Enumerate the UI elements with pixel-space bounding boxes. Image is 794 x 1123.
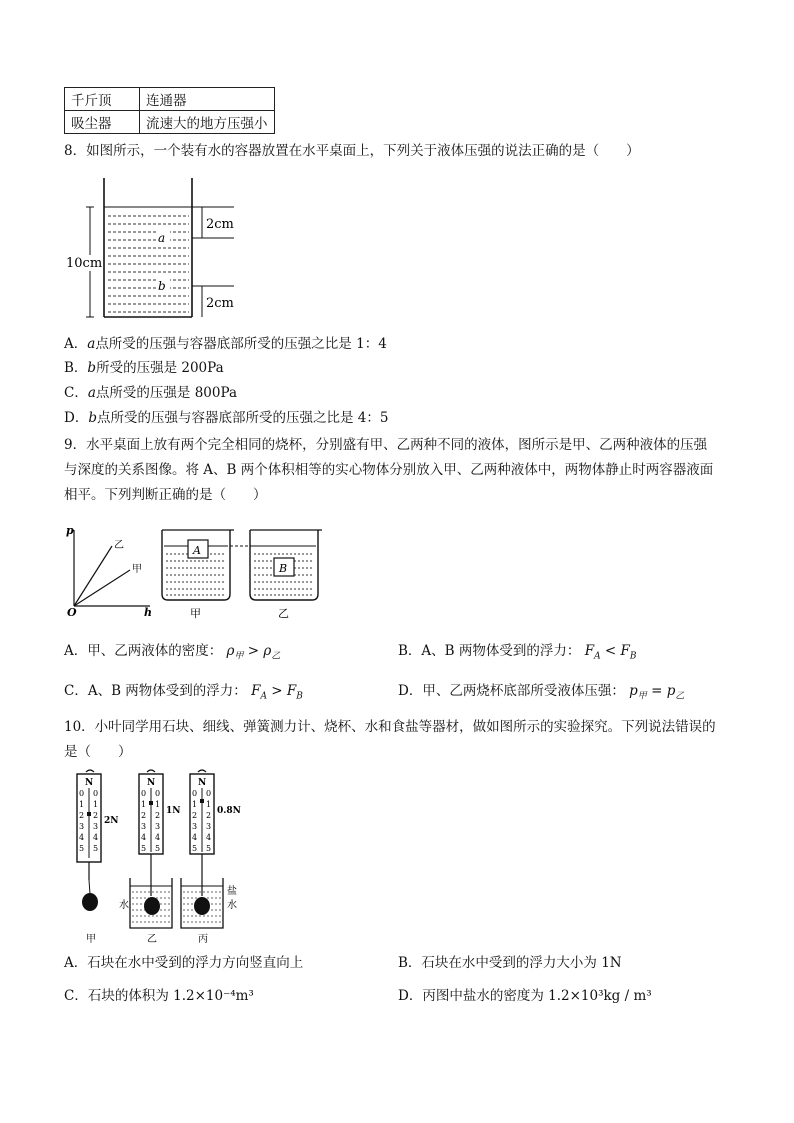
cup-jia-label: 甲 — [190, 607, 201, 620]
depth-label: 10cm — [66, 256, 103, 271]
q9-stem-line3: 相平。下列判断正确的是（ ） — [64, 487, 267, 503]
label-jia: 甲 — [86, 934, 96, 945]
svg-text:3: 3 — [155, 822, 161, 831]
svg-text:3: 3 — [79, 822, 85, 831]
label-bing: 丙 — [198, 934, 208, 945]
water-label: 水 — [119, 900, 129, 911]
q9-option-d-math: $p_甲 = p_乙$ — [629, 683, 685, 702]
table-cell: 连通器 — [140, 88, 275, 111]
p-axis-label: p — [66, 524, 74, 537]
top-gap-label: 2cm — [206, 217, 234, 232]
q10-stem-line1: 10．小叶同学用石块、细线、弹簧测力计、烧杯、水和食盐等器材，做如图所示的实验探究。下列说法错误的 — [64, 719, 716, 735]
svg-text:1: 1 — [79, 800, 85, 809]
svg-text:1: 1 — [155, 800, 161, 809]
svg-text:2: 2 — [79, 811, 85, 820]
svg-text:5: 5 — [79, 844, 85, 853]
q8-stem: 8．如图所示，一个装有水的容器放置在水平桌面上，下列关于液体压强的说法正确的是（ ） — [64, 143, 640, 159]
svg-text:0: 0 — [93, 789, 99, 798]
svg-text:2: 2 — [141, 811, 147, 820]
reading-bing: 0.8N — [217, 806, 241, 816]
svg-text:1: 1 — [141, 800, 147, 809]
q9-option-b: B．A、B 两物体受到的浮力： $F_A < F_B$ — [398, 643, 637, 662]
svg-text:4: 4 — [79, 833, 85, 842]
stone-yi — [144, 897, 160, 915]
q8-container-figure — [64, 172, 254, 322]
block-b-label: B — [279, 562, 288, 575]
q9-option-d: D．甲、乙两烧杯底部所受液体压强： $p_甲 = p_乙$ — [398, 683, 685, 702]
spring-scale-yi — [139, 770, 163, 896]
svg-text:5: 5 — [93, 844, 99, 853]
bottom-gap-label: 2cm — [206, 296, 234, 311]
line-jia-label: 甲 — [132, 564, 142, 575]
svg-text:5: 5 — [155, 844, 161, 853]
q10-figure — [64, 768, 264, 946]
q9-option-a-math: $\rho_甲 > \rho_乙$ — [226, 643, 281, 662]
q8-option-d: D．b点所受的压强与容器底部所受的压强之比是 4：5 — [64, 410, 389, 426]
table-cell: 流速大的地方压强小 — [140, 111, 275, 134]
line-jia — [74, 570, 130, 606]
point-b-label: b — [158, 279, 166, 293]
stone-jia — [82, 893, 98, 911]
svg-text:3: 3 — [192, 822, 198, 831]
q10-stem-line2: 是（ ） — [64, 744, 132, 760]
svg-text:0: 0 — [192, 789, 198, 798]
cup-yi-label: 乙 — [278, 607, 289, 620]
point-a-label: a — [158, 231, 166, 245]
table-row — [65, 111, 275, 134]
svg-text:3: 3 — [141, 822, 147, 831]
svg-text:5: 5 — [192, 844, 198, 853]
svg-text:5: 5 — [206, 844, 212, 853]
spring-scale-jia — [77, 770, 101, 911]
svg-text:4: 4 — [192, 833, 198, 842]
reading-yi: 1N — [166, 806, 181, 816]
q10-option-d: D．丙图中盐水的密度为 1.2×10³kg / m³ — [398, 988, 652, 1004]
svg-text:3: 3 — [206, 822, 212, 831]
stone-bing — [194, 897, 210, 915]
label-yi: 乙 — [147, 934, 157, 945]
h-axis-label: h — [144, 606, 152, 619]
svg-text:1: 1 — [93, 800, 99, 809]
q9-option-a: A．甲、乙两液体的密度： $\rho_甲 > \rho_乙$ — [64, 643, 281, 662]
q8-option-c: C．a点所受的压强是 800Pa — [64, 385, 237, 401]
svg-text:N: N — [147, 778, 156, 788]
svg-text:2: 2 — [192, 811, 198, 820]
svg-text:0: 0 — [155, 789, 161, 798]
svg-text:0: 0 — [79, 789, 85, 798]
q9-option-c: C．A、B 两物体受到的浮力： $F_A > F_B$ — [64, 683, 303, 702]
svg-text:2: 2 — [155, 811, 161, 820]
table-cell: 千斤顶 — [65, 88, 140, 111]
salt-label-1: 盐 — [227, 886, 237, 897]
block-a-label: A — [193, 544, 201, 557]
svg-text:5: 5 — [141, 844, 147, 853]
svg-text:1: 1 — [206, 800, 212, 809]
svg-text:N: N — [85, 778, 94, 788]
q9-option-c-math: $F_A > F_B$ — [251, 683, 303, 702]
reading-jia: 2N — [104, 816, 119, 826]
table-row — [65, 88, 275, 111]
svg-text:2: 2 — [93, 811, 99, 820]
q8-option-a: A．a点所受的压强与容器底部所受的压强之比是 1：4 — [64, 336, 387, 352]
svg-text:N: N — [198, 778, 207, 788]
comparison-table — [64, 87, 275, 134]
q9-stem-line1: 9．水平桌面上放有两个完全相同的烧杯，分别盛有甲、乙两种不同的液体，图所示是甲、乙两种液体的压强 — [64, 437, 708, 453]
salt-label-2: 水 — [227, 900, 237, 911]
line-yi — [74, 546, 112, 606]
svg-text:4: 4 — [93, 833, 99, 842]
q8-option-b: B．b所受的压强是 200Pa — [64, 360, 224, 376]
water-hatching — [108, 216, 189, 312]
q9-stem-line2: 与深度的关系图像。将 A、B 两个体积相等的实心物体分别放入甲、乙两种液体中，两物体静止时两容器液面 — [64, 462, 714, 478]
table-cell: 吸尘器 — [65, 111, 140, 134]
svg-text:3: 3 — [93, 822, 99, 831]
svg-text:4: 4 — [206, 833, 212, 842]
line-yi-label: 乙 — [114, 540, 124, 551]
svg-text:1: 1 — [192, 800, 198, 809]
svg-text:0: 0 — [141, 789, 147, 798]
svg-text:4: 4 — [141, 833, 147, 842]
q9-option-b-math: $F_A < F_B$ — [584, 643, 637, 662]
origin-label: O — [67, 606, 77, 619]
q10-option-a: A．石块在水中受到的浮力方向竖直向上 — [64, 955, 304, 971]
q10-option-c: C．石块的体积为 1.2×10⁻⁴m³ — [64, 988, 254, 1004]
svg-text:2: 2 — [206, 811, 212, 820]
svg-text:4: 4 — [155, 833, 161, 842]
q9-figure — [64, 524, 324, 624]
q10-option-b: B．石块在水中受到的浮力大小为 1N — [398, 955, 622, 971]
spring-scale-bing — [190, 770, 214, 896]
svg-text:0: 0 — [206, 789, 212, 798]
